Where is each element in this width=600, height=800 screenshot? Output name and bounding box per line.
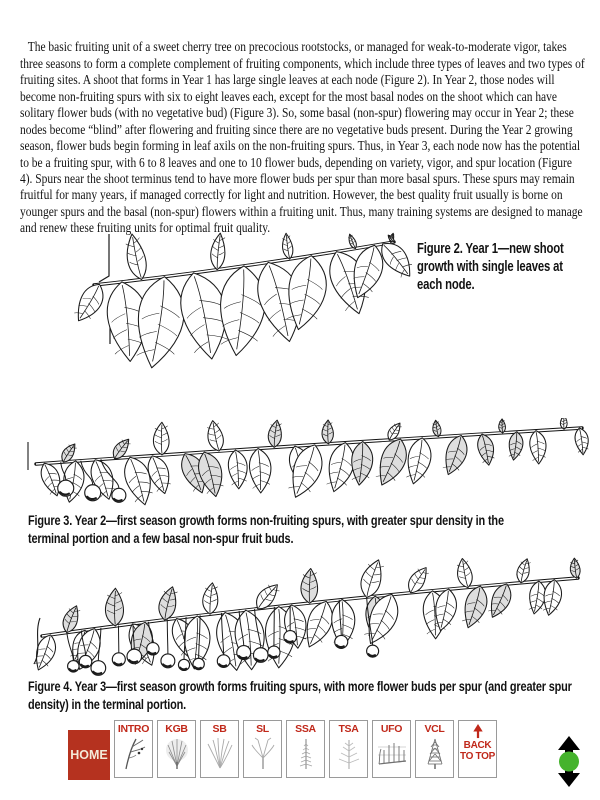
nav-button-intro[interactable]: INTRO xyxy=(114,720,153,778)
scroll-widget xyxy=(553,736,585,788)
year2-branch-illustration xyxy=(22,418,594,514)
scroll-position-dot[interactable] xyxy=(559,752,579,772)
year3-branch-illustration xyxy=(22,556,596,676)
nav-button-ufo[interactable]: UFO xyxy=(372,720,411,778)
nav-button-back-to-top[interactable]: BACK TO TOP xyxy=(458,720,497,778)
figure3-caption: Figure 3. Year 2—first season growth forms non-fruiting spurs, with greater spur density in the terminal portion and a few basal non-spur fruit buds. xyxy=(28,512,504,546)
nav-label-home: HOME xyxy=(70,748,108,762)
up-arrow-icon xyxy=(472,724,484,739)
figure4-caption: Figure 4. Year 3—first season growth forms fruiting spurs, with more flower buds per spur (and greater spur density) in the terminal portion. xyxy=(28,678,572,712)
nav-button-vcl[interactable]: VCL xyxy=(415,720,454,778)
nav-button-sb[interactable]: SB xyxy=(200,720,239,778)
vase-tree-icon xyxy=(205,736,235,772)
conical-tree-icon xyxy=(420,736,450,772)
spreading-tree-icon xyxy=(248,736,278,772)
nav-button-home[interactable] xyxy=(68,730,110,780)
bottom-navigation xyxy=(68,720,497,780)
nav-button-kgb[interactable]: KGB xyxy=(157,720,196,778)
nav-button-sl[interactable]: SL xyxy=(243,720,282,778)
branch-sketch-icon xyxy=(119,736,149,772)
nav-button-tsa[interactable]: TSA xyxy=(329,720,368,778)
year1-shoot-illustration xyxy=(22,230,414,432)
nav-button-ssa[interactable]: SSA xyxy=(286,720,325,778)
body-paragraph: The basic fruiting unit of a sweet cherry tree on precocious rootstocks, or managed for weak-to-moderate vigor, takes three seasons to form a complete complement of fruiting components, which include three types of leaves and two types of fruiting sites. A shoot that forms in Year 1 has large single leaves at each node (Figure 2). In Year 2, those nodes will become non-fruiting spurs with six to eight leaves each, except for the most basal nodes on the shoot which can have solitary flower buds (with no vegetative bud) (Figure 3). So, some basal (non-spur) flowering may occur in Year 2; these nodes become “blind” after flowering and fruiting since there are no vegetative buds present. During the Year 2 growing season, flower buds begin forming in leaf axils on the non-fruiting spurs. Thus, in Year 3, each node now has the potential to be a fruiting spur, with 6 to 8 leaves and one to 10 flower buds, depending on variety, vigor, and spur location (Figure 4). Spurs near the shoot terminus tend to have more flower buds per spur than more basal spurs. These spurs may remain fruitful for many years, if managed correctly for light and nutrition. However, the best quality fruit usually is borne on younger spurs and the basal (non-spur) flowers within a fruiting unit. Thus, many training systems are designed to manage and renew these fruiting units for optimal fruit quality. xyxy=(20,39,585,236)
figure2-caption: Figure 2. Year 1—new shoot growth with single leaves at each node. xyxy=(417,241,564,293)
horizontal-cordon-icon xyxy=(377,736,407,772)
sparse-tier-tree-icon xyxy=(334,736,364,772)
columnar-tree-icon xyxy=(291,736,321,772)
bush-tree-icon xyxy=(162,736,192,772)
